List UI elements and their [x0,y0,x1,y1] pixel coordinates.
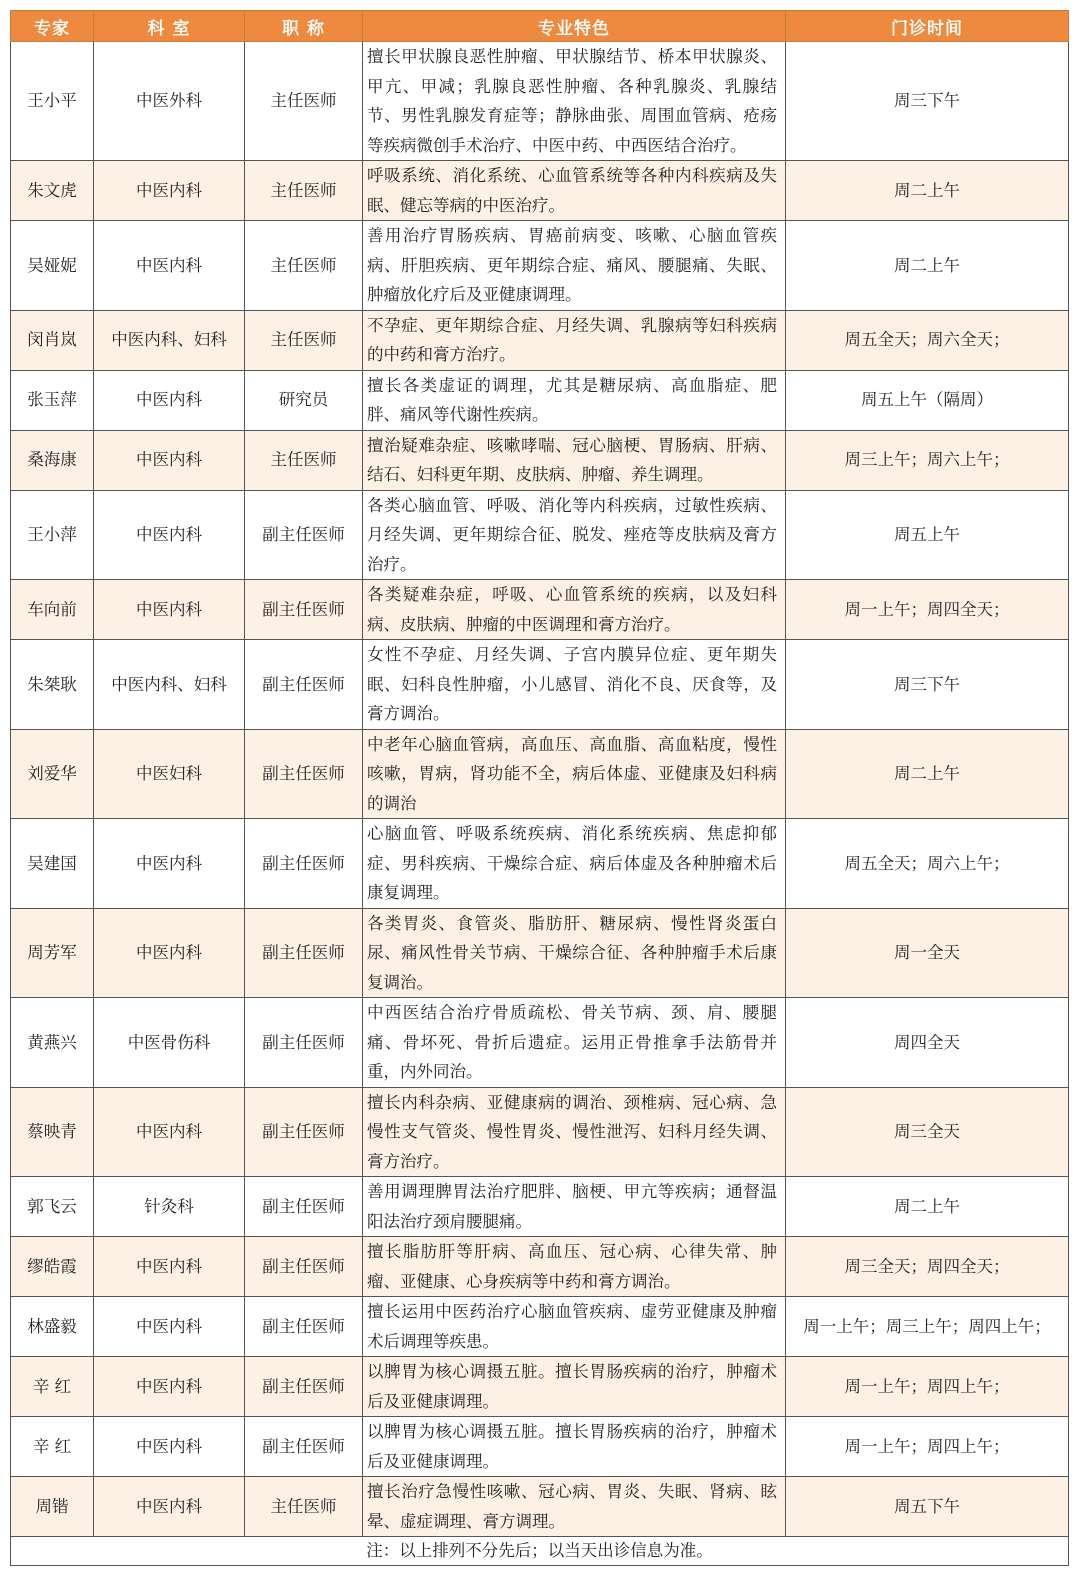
specialty: 不孕症、更年期综合症、月经失调、乳腺病等妇科疾病的中药和膏方治疗。 [363,310,786,370]
table-row [11,370,1069,430]
table-row [11,819,1069,909]
clinic-time: 周五全天；周六上午； [786,819,1069,909]
specialty: 擅长脂肪肝等肝病、高血压、冠心病、心律失常、肿瘤、亚健康、心身疾病等中药和膏方调治。 [363,1237,786,1297]
header-clinic-time: 门诊时间 [786,11,1069,42]
clinic-time: 周一上午；周四上午； [786,1417,1069,1477]
department: 中医内科 [94,161,245,221]
table-row [11,580,1069,640]
clinic-time: 周三上午；周六上午； [786,430,1069,490]
specialty: 擅长各类虚证的调理，尤其是糖尿病、高血脂症、肥胖、痛风等代谢性疾病。 [363,370,786,430]
clinic-time: 周五上午 [786,490,1069,580]
clinic-time: 周一全天 [786,908,1069,998]
department: 中医内科 [94,221,245,311]
clinic-time: 周一上午；周四全天； [786,580,1069,640]
clinic-time: 周三全天 [786,1087,1069,1177]
table-row [11,490,1069,580]
job-title: 主任医师 [245,42,363,161]
table-row [11,310,1069,370]
expert-name: 郭飞云 [11,1177,94,1237]
clinic-time: 周一上午；周三上午；周四上午； [786,1297,1069,1357]
department: 中医内科、妇科 [94,640,245,730]
expert-name: 吴娅妮 [11,221,94,311]
expert-name: 辛 红 [11,1417,94,1477]
expert-name: 车向前 [11,580,94,640]
job-title: 主任医师 [245,161,363,221]
department: 中医内科 [94,370,245,430]
footnote-row [11,1537,1069,1566]
department: 中医内科 [94,1297,245,1357]
job-title: 副主任医师 [245,640,363,730]
clinic-time: 周三下午 [786,640,1069,730]
job-title: 副主任医师 [245,1297,363,1357]
table-row [11,430,1069,490]
job-title: 副主任医师 [245,1357,363,1417]
specialty: 以脾胃为核心调摄五脏。擅长胃肠疾病的治疗，肿瘤术后及亚健康调理。 [363,1417,786,1477]
clinic-time: 周二上午 [786,161,1069,221]
department: 中医内科 [94,1087,245,1177]
table-row [11,1087,1069,1177]
expert-name: 朱文虎 [11,161,94,221]
header-title: 职 称 [245,11,363,42]
specialty: 擅长治疗急慢性咳嗽、冠心病、胃炎、失眠、肾病、眩晕、虚症调理、膏方调理。 [363,1477,786,1537]
specialty: 擅长甲状腺良恶性肿瘤、甲状腺结节、桥本甲状腺炎、甲亢、甲减；乳腺良恶性肿瘤、各种乳腺炎、乳腺结节、男性乳腺发育症等；静脉曲张、周围血管病、疮疡等疾病微创手术治疗、中医中药、中西医结合治疗。 [363,42,786,161]
expert-name: 朱桀耿 [11,640,94,730]
specialty: 中老年心脑血管病，高血压、高血脂、高血粘度，慢性咳嗽，胃病，肾功能不全，病后体虚、亚健康及妇科病的调治 [363,729,786,819]
clinic-time: 周四全天 [786,998,1069,1088]
expert-name: 缪皓霞 [11,1237,94,1297]
header-specialty: 专业特色 [363,11,786,42]
job-title: 副主任医师 [245,1177,363,1237]
job-title: 主任医师 [245,1477,363,1537]
specialty: 中西医结合治疗骨质疏松、骨关节病、颈、肩、腰腿痛、骨坏死、骨折后遗症。运用正骨推拿手法筋骨并重，内外同治。 [363,998,786,1088]
expert-name: 闵肖岚 [11,310,94,370]
department: 中医内科 [94,908,245,998]
job-title: 副主任医师 [245,580,363,640]
clinic-time: 周三下午 [786,42,1069,161]
table-row [11,998,1069,1088]
clinic-time: 周五下午 [786,1477,1069,1537]
specialty: 擅长运用中医药治疗心脑血管疾病、虚劳亚健康及肿瘤术后调理等疾患。 [363,1297,786,1357]
department: 中医外科 [94,42,245,161]
specialty: 各类疑难杂症，呼吸、心血管系统的疾病，以及妇科病、皮肤病、肿瘤的中医调理和膏方治疗。 [363,580,786,640]
job-title: 副主任医师 [245,998,363,1088]
department: 中医内科 [94,1237,245,1297]
footnote: 注：以上排列不分先后；以当天出诊信息为准。 [11,1537,1069,1566]
expert-schedule-table [10,10,1069,1566]
department: 中医骨伤科 [94,998,245,1088]
header-department: 科 室 [94,11,245,42]
department: 中医妇科 [94,729,245,819]
specialty: 善用治疗胃肠疾病、胃癌前病变、咳嗽、心脑血管疾病、肝胆疾病、更年期综合症、痛风、腰腿痛、失眠、肿瘤放化疗后及亚健康调理。 [363,221,786,311]
table-row [11,908,1069,998]
job-title: 副主任医师 [245,908,363,998]
job-title: 副主任医师 [245,1417,363,1477]
expert-name: 林盛毅 [11,1297,94,1357]
table-row [11,221,1069,311]
clinic-time: 周三全天；周四全天； [786,1237,1069,1297]
expert-name: 蔡映青 [11,1087,94,1177]
table-row [11,729,1069,819]
job-title: 副主任医师 [245,729,363,819]
expert-name: 王小萍 [11,490,94,580]
header-row [11,11,1069,42]
specialty: 女性不孕症、月经失调、子宫内膜异位症、更年期失眠、妇科良性肿瘤，小儿感冒、消化不良、厌食等，及膏方调治。 [363,640,786,730]
department: 针灸科 [94,1177,245,1237]
expert-name: 周芳军 [11,908,94,998]
specialty: 擅治疑难杂症、咳嗽哮喘、冠心脑梗、胃肠病、肝病、结石、妇科更年期、皮肤病、肿瘤、养生调理。 [363,430,786,490]
specialty: 善用调理脾胃法治疗肥胖、脑梗、甲亢等疾病；通督温阳法治疗颈肩腰腿痛。 [363,1177,786,1237]
expert-name: 王小平 [11,42,94,161]
job-title: 主任医师 [245,310,363,370]
clinic-time: 周二上午 [786,1177,1069,1237]
specialty: 擅长内科杂病、亚健康病的调治、颈椎病、冠心病、急慢性支气管炎、慢性胃炎、慢性泄泻、妇科月经失调、膏方治疗。 [363,1087,786,1177]
table-row [11,1357,1069,1417]
specialty: 心脑血管、呼吸系统疾病、消化系统疾病、焦虑抑郁症、男科疾病、干燥综合症、病后体虚及各种肿瘤术后康复调理。 [363,819,786,909]
table-row [11,1417,1069,1477]
specialty: 呼吸系统、消化系统、心血管系统等各种内科疾病及失眠、健忘等病的中医治疗。 [363,161,786,221]
table-row [11,1177,1069,1237]
table-row [11,42,1069,161]
job-title: 副主任医师 [245,1087,363,1177]
department: 中医内科、妇科 [94,310,245,370]
expert-name: 桑海康 [11,430,94,490]
expert-name: 辛 红 [11,1357,94,1417]
clinic-time: 周二上午 [786,221,1069,311]
department: 中医内科 [94,1357,245,1417]
table-row [11,1237,1069,1297]
header-expert: 专家 [11,11,94,42]
department: 中医内科 [94,1417,245,1477]
department: 中医内科 [94,430,245,490]
job-title: 副主任医师 [245,1237,363,1297]
department: 中医内科 [94,490,245,580]
department: 中医内科 [94,1477,245,1537]
expert-name: 黄燕兴 [11,998,94,1088]
table-row [11,640,1069,730]
specialty: 各类心脑血管、呼吸、消化等内科疾病，过敏性疾病、月经失调、更年期综合征、脱发、痤疮等皮肤病及膏方治疗。 [363,490,786,580]
table-row [11,1297,1069,1357]
specialty: 以脾胃为核心调摄五脏。擅长胃肠疾病的治疗，肿瘤术后及亚健康调理。 [363,1357,786,1417]
clinic-time: 周二上午 [786,729,1069,819]
table-row [11,1477,1069,1537]
expert-name: 张玉萍 [11,370,94,430]
expert-name: 吴建国 [11,819,94,909]
clinic-time: 周五全天；周六全天； [786,310,1069,370]
expert-name: 周锴 [11,1477,94,1537]
department: 中医内科 [94,819,245,909]
job-title: 主任医师 [245,221,363,311]
job-title: 副主任医师 [245,490,363,580]
expert-name: 刘爱华 [11,729,94,819]
clinic-time: 周一上午；周四上午； [786,1357,1069,1417]
department: 中医内科 [94,580,245,640]
job-title: 主任医师 [245,430,363,490]
table-row [11,161,1069,221]
job-title: 副主任医师 [245,819,363,909]
specialty: 各类胃炎、食管炎、脂肪肝、糖尿病、慢性肾炎蛋白尿、痛风性骨关节病、干燥综合征、各种肿瘤手术后康复调治。 [363,908,786,998]
clinic-time: 周五上午（隔周） [786,370,1069,430]
job-title: 研究员 [245,370,363,430]
